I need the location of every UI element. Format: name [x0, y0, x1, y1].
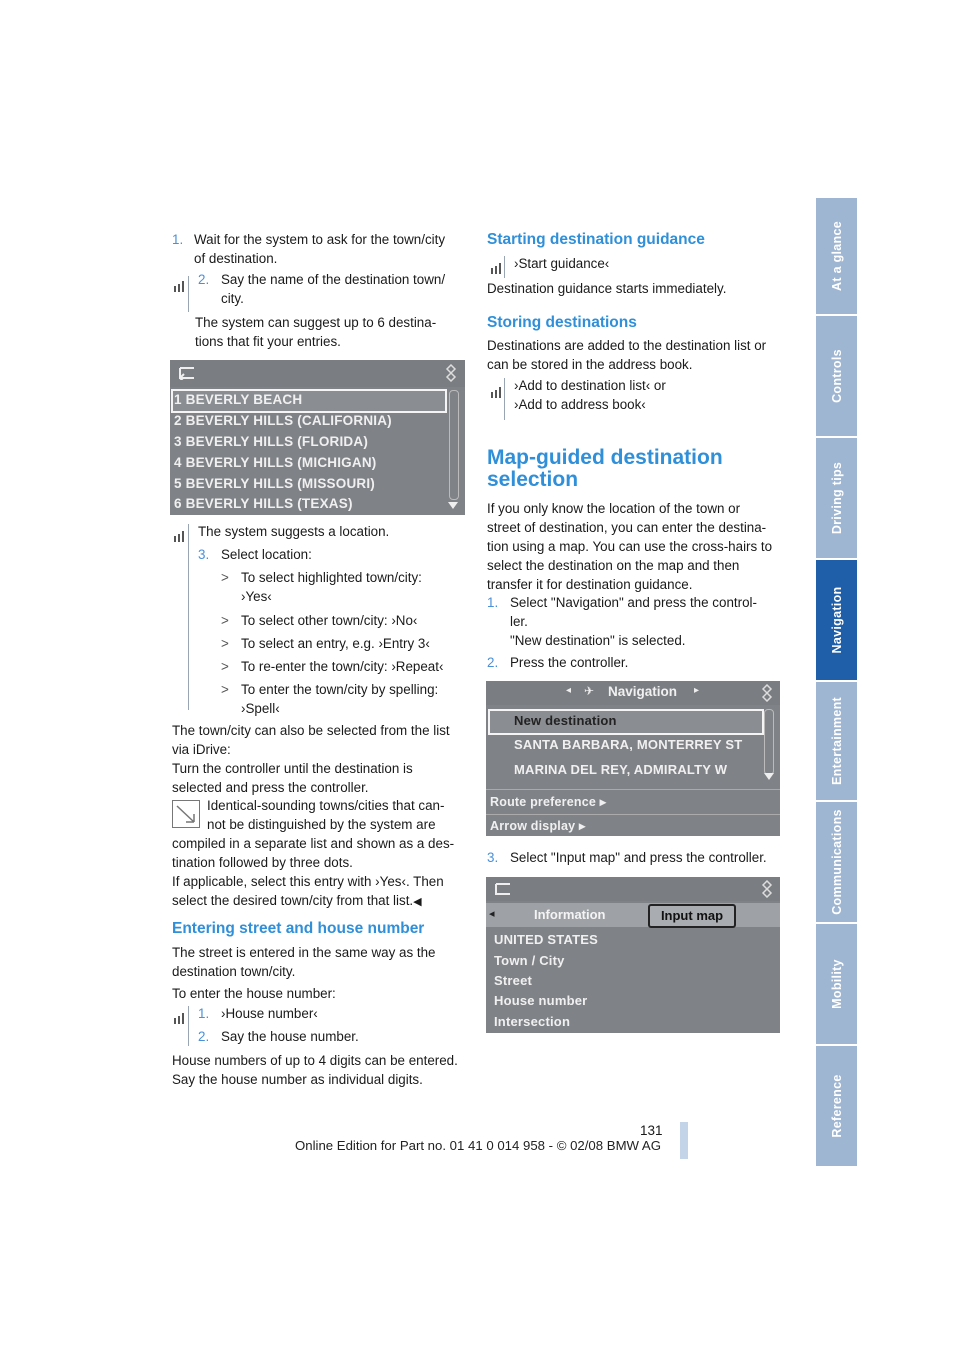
screen-header [170, 360, 465, 387]
text-line: Identical-sounding towns/cities that can- [207, 798, 445, 813]
step-text: ›House number‹ [221, 1006, 318, 1021]
voice-block-line [504, 256, 505, 278]
option-text: To re-enter the town/city: ›Repeat‹ [241, 659, 444, 674]
scrollbar[interactable] [764, 709, 774, 775]
note-paragraph [172, 796, 472, 912]
text-line: tion using a map. You can use the cross-hairs to [487, 539, 773, 554]
tab-entertainment[interactable]: Entertainment [816, 682, 857, 802]
tab-input-map[interactable]: Input map [648, 904, 736, 928]
voice-block-line [504, 378, 505, 420]
tab-driving-tips[interactable]: Driving tips [816, 438, 857, 560]
text-line: The system suggests a location. [198, 524, 390, 539]
page-number: 131 [640, 1123, 663, 1138]
tab-mobility[interactable]: Mobility [816, 924, 857, 1046]
text-line: not be distinguished by the system are [207, 817, 436, 832]
scroll-down-icon[interactable] [448, 502, 458, 510]
voice-command: ›Add to address book‹ [514, 397, 646, 412]
text-line: The system can suggest up to 6 destina- [195, 315, 437, 330]
step-text: Select "Input map" and press the controller. [510, 850, 767, 865]
step-number: 1. [198, 1006, 210, 1021]
option-text: To enter the town/city by spelling: [241, 682, 439, 697]
info-item[interactable]: Street [494, 973, 533, 988]
tab-reference[interactable]: Reference [816, 1046, 857, 1168]
step-number: 2. [487, 655, 499, 670]
screen-header [486, 681, 780, 705]
list-item[interactable]: 2 BEVERLY HILLS (CALIFORNIA) [174, 413, 392, 428]
left-arrow-icon: ◂ [489, 908, 495, 920]
step-number: 3. [198, 547, 210, 562]
controller-icon [758, 684, 776, 702]
step-number: 2. [198, 272, 210, 287]
store-paragraph [487, 336, 787, 374]
tab-navigation[interactable]: Navigation [816, 560, 857, 682]
recent-destination[interactable]: SANTA BARBARA, MONTERREY ST [514, 737, 743, 752]
destination-list-screen [170, 360, 465, 515]
text-line: If applicable, select this entry with ›Yes‹. Then [172, 874, 444, 889]
scroll-down-icon[interactable] [764, 773, 774, 781]
step-number: 1. [487, 595, 499, 610]
controller-icon [442, 364, 460, 382]
menu-item-new-destination[interactable]: New destination [514, 713, 617, 728]
text-line: Turn the controller until the destination is [172, 761, 413, 776]
voice-command: ›Start guidance‹ [514, 256, 610, 271]
text-line: tination followed by three dots. [172, 855, 353, 870]
text-line: Destination guidance starts immediately. [487, 281, 727, 296]
tab-at-a-glance[interactable]: At a glance [816, 198, 857, 316]
text-line: The street is entered in the same way as the [172, 945, 436, 960]
info-item[interactable]: UNITED STATES [494, 932, 598, 947]
idrive-paragraph [172, 721, 472, 797]
step-text: of destination. [194, 251, 278, 266]
step-text: "New destination" is selected. [510, 633, 686, 648]
voice-block-line [188, 276, 189, 312]
option-text: ›Spell‹ [241, 701, 280, 716]
bullet-icon: > [221, 570, 229, 585]
step-text: Press the controller. [510, 655, 629, 670]
step-text: Say the house number. [221, 1029, 359, 1044]
tab-information[interactable]: Information [534, 907, 606, 922]
step-number: 3. [487, 850, 499, 865]
list-item[interactable]: 1 BEVERLY BEACH [174, 392, 303, 407]
end-mark-icon: ◀ [413, 896, 422, 908]
info-item[interactable]: House number [494, 993, 588, 1008]
screen-title: Navigation [608, 684, 678, 699]
step-text: city. [221, 291, 244, 306]
voice-command-icon [172, 280, 186, 294]
text-line: select the destination on the map and then [487, 558, 740, 573]
text-line: House numbers of up to 4 digits can be entered. [172, 1053, 458, 1068]
menu-item-arrow-display[interactable]: Arrow display ▸ [490, 819, 586, 833]
voice-command-icon [489, 262, 503, 276]
list-item[interactable]: 5 BEVERLY HILLS (MISSOURI) [174, 476, 375, 491]
step-number: 1. [172, 232, 184, 247]
text-line: street of destination, you can enter the destina- [487, 520, 767, 535]
bullet-icon: > [221, 659, 229, 674]
tab-controls[interactable]: Controls [816, 316, 857, 438]
controller-icon [758, 880, 776, 898]
voice-block-line [188, 1006, 189, 1046]
section-heading: Starting destination guidance [487, 231, 705, 248]
suggest-paragraph [195, 313, 485, 351]
list-item[interactable]: 4 BEVERLY HILLS (MICHIGAN) [174, 455, 377, 470]
section-heading: Storing destinations [487, 314, 637, 331]
text-line: destination town/city. [172, 964, 296, 979]
map-paragraph [487, 499, 787, 594]
text-line: Say the house number as individual digits. [172, 1072, 423, 1087]
map-steps [487, 593, 787, 673]
text-line: compiled in a separate list and shown as a des- [172, 836, 455, 851]
back-arrow-icon [494, 882, 512, 896]
back-arrow-icon [178, 366, 196, 380]
bullet-icon: > [221, 636, 229, 651]
text-line: can be stored in the address book. [487, 357, 693, 372]
text-line: selected and press the controller. [172, 780, 369, 795]
section-heading: Entering street and house number [172, 920, 425, 937]
bullet-icon: > [221, 613, 229, 628]
option-text: ›Yes‹ [241, 589, 272, 604]
information-screen [486, 877, 780, 1033]
house-paragraph [172, 1051, 472, 1089]
divider [486, 789, 780, 790]
text-line: The town/city can also be selected from the list [172, 723, 450, 738]
option-text: To select highlighted town/city: [241, 570, 422, 585]
text-line: transfer it for destination guidance. [487, 577, 693, 592]
step-number: 2. [198, 1029, 210, 1044]
navigation-icon: ✈ [584, 684, 595, 698]
voice-command: ›Add to destination list‹ or [514, 378, 666, 393]
info-item[interactable]: Intersection [494, 1014, 571, 1029]
store-commands [514, 376, 666, 414]
option-text: To select other town/city: ›No‹ [241, 613, 418, 628]
option-text: To select an entry, e.g. ›Entry 3‹ [241, 636, 430, 651]
text-line: Destinations are added to the destination list or [487, 338, 767, 353]
bullet-icon: > [221, 682, 229, 697]
voice-command-icon [489, 386, 503, 400]
text-line: If you only know the location of the town or [487, 501, 741, 516]
voice-command-icon [172, 530, 186, 544]
text-line: To enter the house number: [172, 986, 336, 1001]
screen-header [486, 877, 780, 901]
tab-bar [486, 903, 780, 927]
menu-item-route-preference[interactable]: Route preference ▸ [490, 795, 607, 809]
scrollbar[interactable] [449, 390, 459, 500]
step-text: Select location: [221, 547, 312, 562]
step-text: Say the name of the destination town/ [221, 272, 446, 287]
heading-line: selection [487, 468, 579, 491]
divider [486, 814, 780, 815]
list-item[interactable]: 6 BEVERLY HILLS (TEXAS) [174, 496, 353, 511]
info-item[interactable]: Town / City [494, 953, 565, 968]
list-item[interactable]: 3 BEVERLY HILLS (FLORIDA) [174, 434, 369, 449]
left-arrow-icon: ◂ [566, 685, 572, 696]
navigation-menu-screen [486, 681, 780, 836]
right-arrow-icon: ▸ [694, 685, 700, 696]
recent-destination[interactable]: MARINA DEL REY, ADMIRALTY W [514, 762, 728, 777]
tab-communications[interactable]: Communications [816, 802, 857, 924]
street-paragraph [172, 943, 472, 981]
heading-line: Map-guided destination [487, 446, 723, 469]
text-line: tions that fit your entries. [195, 334, 341, 349]
page-heading [487, 447, 723, 491]
voice-block-line [188, 524, 189, 710]
footer-bar [680, 1122, 688, 1159]
text-line: via iDrive: [172, 742, 231, 757]
step-text: Select "Navigation" and press the control- [510, 595, 757, 610]
voice-command-icon [172, 1012, 186, 1026]
chapter-tabs [816, 198, 857, 1168]
footer-edition: Online Edition for Part no. 01 41 0 014 958 - © 02/08 BMW AG [295, 1138, 661, 1153]
text-line: select the desired town/city from that list. [172, 893, 414, 908]
step-text: ler. [510, 614, 528, 629]
step-text: Wait for the system to ask for the town/city [194, 232, 446, 247]
